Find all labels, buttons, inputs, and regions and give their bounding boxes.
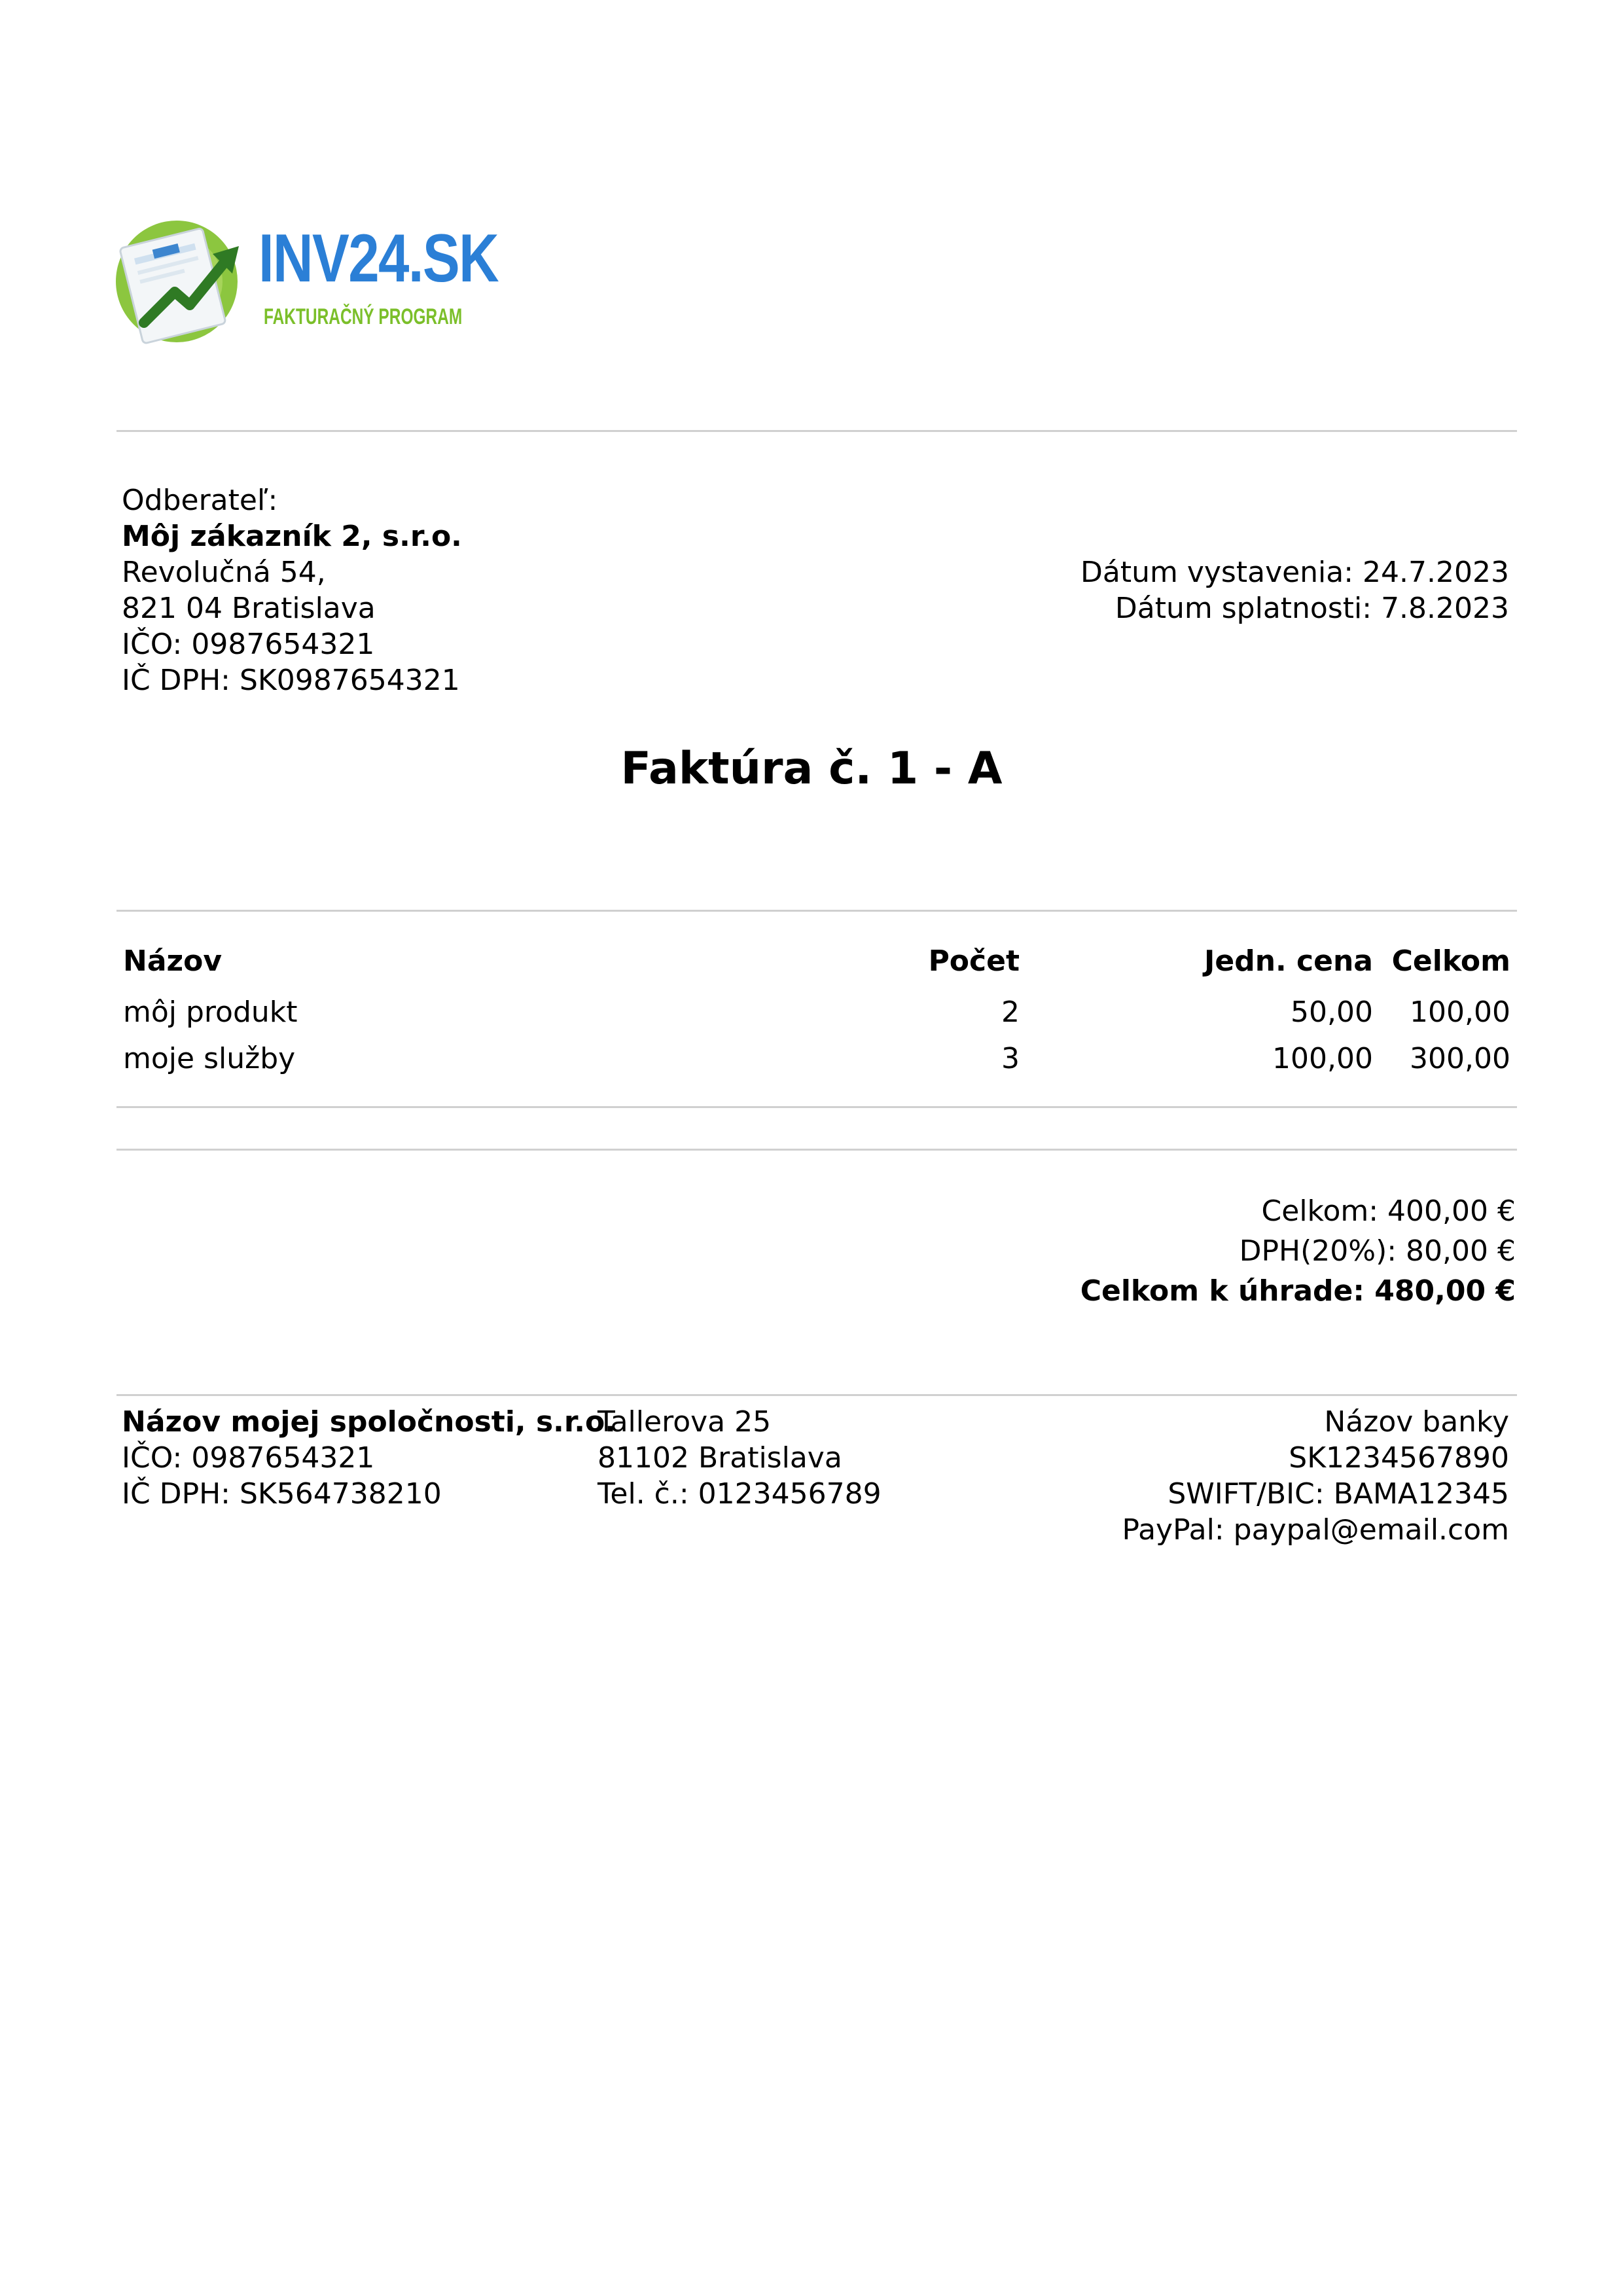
row-unit-price: 50,00: [1291, 996, 1373, 1029]
bank-block: [1122, 1404, 1509, 1548]
header-quantity: Počet: [928, 944, 1020, 978]
table-row: [116, 989, 1517, 1035]
table-bottom-divider: [116, 1106, 1517, 1108]
customer-icdph: IČ DPH: SK0987654321: [122, 664, 460, 697]
invoice-title: Faktúra č. 1 - A: [620, 743, 1003, 795]
totals-divider: [116, 1149, 1517, 1151]
date-issued: Dátum vystavenia: 24.7.2023: [1080, 556, 1509, 589]
vat-amount: DPH(20%): 80,00 €: [1239, 1234, 1516, 1268]
dates-block: [1080, 554, 1509, 626]
subtotal: Celkom: 400,00 €: [1261, 1194, 1516, 1228]
row-name: môj produkt: [123, 996, 298, 1029]
header-unit-price: Jedn. cena: [1204, 944, 1373, 978]
row-name: moje služby: [123, 1042, 296, 1075]
date-due: Dátum splatnosti: 7.8.2023: [1115, 592, 1509, 625]
items-table: [116, 933, 1517, 1082]
bank-name: Názov banky: [1324, 1405, 1509, 1439]
customer-label: Odberateľ:: [122, 484, 278, 517]
bank-iban: SK1234567890: [1289, 1441, 1509, 1475]
supplier-city: 81102 Bratislava: [597, 1441, 842, 1475]
customer-city: 821 04 Bratislava: [122, 592, 376, 625]
header-total: Celkom: [1391, 944, 1510, 978]
logo-brand-text: INV24.SK: [259, 221, 499, 296]
customer-street: Revolučná 54,: [122, 556, 326, 589]
row-quantity: 3: [1001, 1042, 1020, 1075]
supplier-street: Tallerova 25: [597, 1405, 772, 1439]
bank-swift: SWIFT/BIC: BAMA12345: [1168, 1477, 1509, 1511]
table-header-row: [116, 933, 1517, 989]
table-row: [116, 1035, 1517, 1082]
supplier-block: [122, 1404, 616, 1512]
grand-total: Celkom k úhrade: 480,00 €: [1080, 1274, 1516, 1308]
customer-ico: IČO: 0987654321: [122, 628, 375, 661]
customer-name: Môj zákazník 2, s.r.o.: [122, 520, 462, 553]
table-top-divider: [116, 910, 1517, 912]
logo-tagline: FAKTURAČNÝ PROGRAM: [264, 304, 463, 329]
company-logo: [115, 208, 499, 352]
supplier-icdph: IČ DPH: SK564738210: [122, 1477, 442, 1511]
supplier-address-block: [597, 1404, 882, 1512]
bank-paypal: PayPal: paypal@email.com: [1122, 1513, 1509, 1547]
totals-block: [1080, 1191, 1516, 1311]
row-total: 100,00: [1410, 996, 1510, 1029]
header-name: Názov: [123, 944, 223, 978]
row-total: 300,00: [1410, 1042, 1510, 1075]
logo-icon: [115, 208, 245, 352]
row-quantity: 2: [1001, 996, 1020, 1029]
footer-divider: [116, 1394, 1517, 1396]
row-unit-price: 100,00: [1272, 1042, 1373, 1075]
supplier-phone: Tel. č.: 0123456789: [597, 1477, 882, 1511]
supplier-name: Názov mojej spoločnosti, s.r.o.: [122, 1405, 616, 1439]
header-divider: [116, 430, 1517, 432]
supplier-ico: IČO: 0987654321: [122, 1441, 375, 1475]
customer-block: [122, 482, 462, 698]
